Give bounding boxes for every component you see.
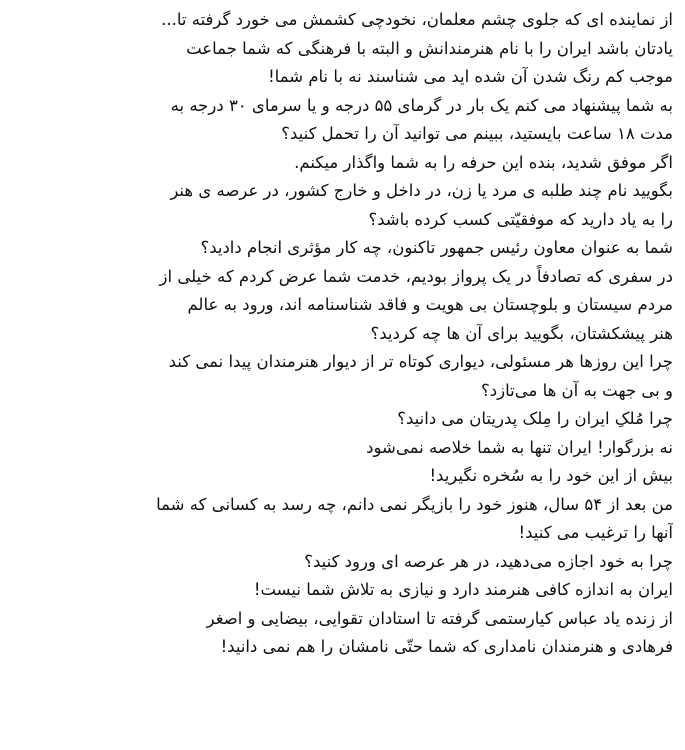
- text-line: چرا به خود اجازه می‌دهید، در هر عرصه ای ورود کنید؟: [304, 551, 673, 571]
- text-line: ایران به اندازه کافی هنرمند دارد و نیازی به تلاش شما نیست!: [253, 580, 673, 599]
- text-line: بگویید نام چند طلبه ی مرد یا زن، در داخل و خارج کشور، در عرصه ی هنر: [170, 181, 673, 200]
- text-line: من بعد از ۵۴ سال، هنوز خود را بازیگر نمی دانم، چه رسد به کسانی که شما: [156, 494, 673, 514]
- text-line: هنر پیشکشتان، بگویید برای آن ها چه کردید؟: [370, 323, 673, 343]
- document-text: [12, 6, 673, 662]
- text-line: فرهادی و هنرمندان نامداری که شما حتّی نامشان را هم نمی دانید!: [220, 637, 673, 656]
- text-line: اگر موفق شدید، بنده این حرفه را به شما واگذار میکنم.: [294, 152, 673, 172]
- text-line: و بی جهت به آن ها می‌تازد؟: [481, 380, 673, 400]
- text-line: مدت ۱۸ ساعت بایستید، ببینم می توانید آن را تحمل کنید؟: [281, 124, 673, 143]
- text-line: موجب کم رنگ شدن آن شده اید می شناسند نه با نام شما!: [268, 67, 673, 86]
- text-line: نه بزرگوار! ایران تنها به شما خلاصه نمی‌شود: [366, 437, 673, 457]
- text-line: مردم سیستان و بلوچستان بی هویت و فاقد شناسنامه اند، ورود به عالم: [187, 295, 673, 314]
- text-line: در سفری که تصادفاً در یک پرواز بودیم، خدمت شما عرض کردم که خیلی از: [159, 266, 673, 286]
- text-line: چرا مُلکِ ایران را مِلک پدریتان می دانید؟: [397, 409, 673, 428]
- text-line: چرا این روزها هر مسئولی، دیواری کوتاه تر از دیوار هنرمندان پیدا نمی کند: [168, 352, 673, 371]
- text-line: از زنده یاد عباس کیارستمی گرفته تا استادان تقوایی، بیضایی و اصغر: [206, 608, 673, 628]
- text-line: بیش از این خود را به سُخره نگیرید!: [429, 466, 673, 485]
- text-line: به شما پیشنهاد می کنم یک بار در گرمای ۵۵ درجه و یا سرمای ۳۰ درجه به: [170, 95, 673, 115]
- text-line: از نماینده ای که جلوی چشم معلمان، نخودچی کشمش می خورد گرفته تا...: [161, 10, 673, 29]
- text-line: آنها را ترغیب می کنید!: [518, 523, 673, 542]
- text-line: را به یاد دارید که موفقیّتی کسب کرده باشد؟: [368, 209, 673, 229]
- text-line: یادتان باشد ایران را با نام هنرمندانش و البته با فرهنگی که شما جماعت: [186, 38, 673, 58]
- text-line: شما به عنوان معاون رئیس جمهور تاکنون، چه کار مؤثری انجام دادید؟: [200, 238, 673, 257]
